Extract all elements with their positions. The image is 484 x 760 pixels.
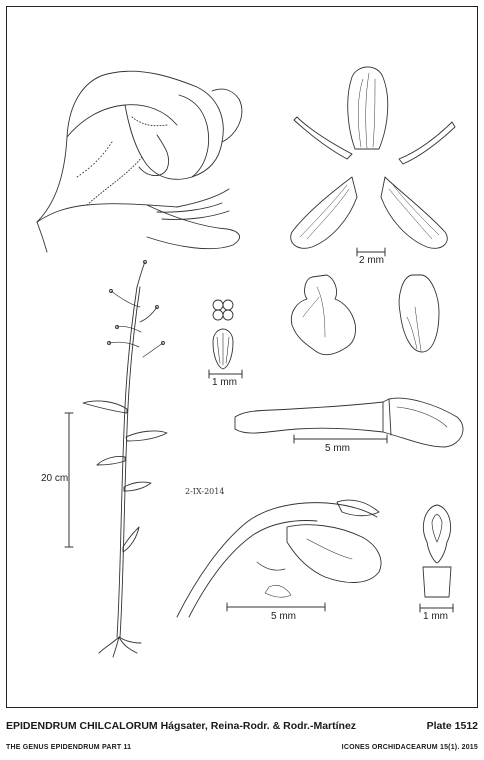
lip-lateral-view — [399, 275, 439, 352]
plate-number: Plate 1512 — [426, 720, 478, 732]
scale-bar-5mm-column — [294, 435, 387, 443]
scale-label-20cm: 20 cm — [41, 473, 69, 484]
scale-label-2mm: 2 mm — [359, 255, 384, 266]
species-title: EPIDENDRUM CHILCALORUM Hágsater, Reina-Rodr. & Rodr.-Martínez — [6, 720, 357, 732]
botanical-plate — [6, 6, 478, 708]
series-title: THE GENUS EPIDENDRUM PART 11 — [6, 744, 132, 751]
plate-caption — [6, 720, 478, 738]
anther-ventral — [423, 505, 451, 597]
scale-label-5mm-section: 5 mm — [271, 611, 296, 622]
lip-ventral-view — [291, 275, 355, 355]
scale-bar-5mm-section — [227, 603, 325, 611]
column-ovary — [235, 398, 463, 447]
flower-lateral-view — [37, 71, 242, 252]
plant-habit — [83, 261, 167, 658]
plate-illustrations — [7, 7, 479, 709]
scale-label-1mm-pollinarium: 1 mm — [212, 377, 237, 388]
pollinarium — [213, 300, 233, 369]
column-section — [177, 500, 381, 617]
journal-citation: ICONES ORCHIDACEARUM 15(1). 2015 — [341, 744, 478, 751]
scale-label-1mm-anther: 1 mm — [423, 611, 448, 622]
dissected-perianth — [291, 67, 455, 248]
scale-label-5mm-column: 5 mm — [325, 443, 350, 454]
artist-signature: 2-IX-2014 — [185, 487, 225, 496]
plate-footer — [6, 744, 478, 756]
